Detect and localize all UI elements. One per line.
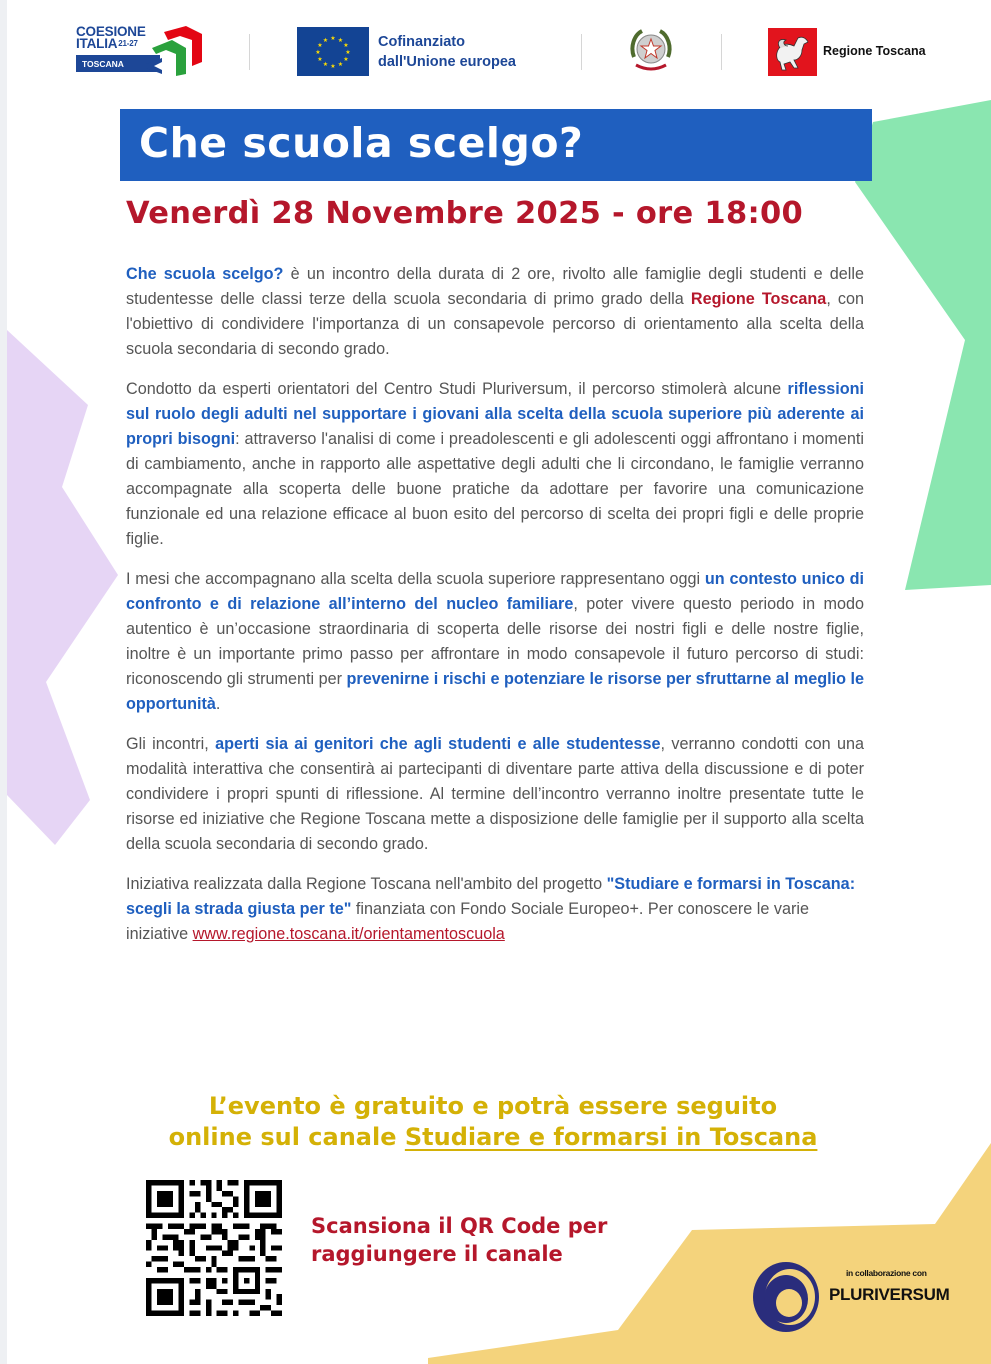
toscana-bar: TOSCANA — [76, 55, 160, 72]
free-event-cta: L’evento è gratuito e potrà essere seguito online sul canale Studiare e formarsi in Toscana — [168, 1092, 818, 1151]
event-description — [126, 262, 864, 962]
paragraph-format: Gli incontri, aperti sia ai genitori che agli studenti e alle studentesse, verranno condotti con una modalità interattiva che consentirà ai partecipanti di diventare parte attiva della discussione e di poter condividere i propri spunti di riflessione. Al termine dell’incontro verranno inoltre presentate tutte le risorse ed iniziative che Regione Toscana mette a disposizione delle famiglie per il supporto alla scelta della scuola secondaria di secondo grado. — [126, 735, 864, 853]
title-banner — [120, 109, 872, 181]
svg-text:★: ★ — [317, 42, 323, 49]
svg-text:★: ★ — [330, 35, 336, 42]
purple-shape — [7, 330, 118, 845]
svg-text:★: ★ — [330, 63, 336, 70]
channel-link[interactable]: Studiare e formarsi in Toscana — [404, 1123, 818, 1151]
svg-text:★: ★ — [317, 56, 323, 63]
svg-text:★: ★ — [343, 56, 349, 63]
svg-text:★: ★ — [315, 49, 321, 56]
page-title: Che scuola scelgo? — [139, 119, 584, 167]
paragraph-funding: Iniziativa realizzata dalla Regione Toscana nell'ambito del progetto "Studiare e formarsi in Toscana: scegli la strada giusta per te" finanziata con Fondo Sociale Europeo+. Per conoscere le varie iniziative www.regione.toscana.it/orientamentoscuola — [126, 875, 856, 943]
green-shape — [855, 100, 991, 590]
pegasus-icon — [768, 28, 817, 76]
eu-flag-icon — [297, 27, 369, 76]
svg-text:★: ★ — [337, 61, 344, 68]
logo-divider — [249, 34, 250, 70]
pluriversum-circle-icon — [752, 1259, 822, 1334]
italian-republic-emblem-icon — [628, 27, 674, 75]
event-date: Venerdì 28 Novembre 2025 - ore 18:00 — [126, 196, 804, 231]
eu-text: Cofinanziato dall'Unione europea — [378, 34, 516, 70]
svg-text:★: ★ — [322, 61, 329, 68]
pluriversum-logo: in collaborazione con PLURIVERSUM — [752, 1259, 972, 1334]
svg-text:★: ★ — [345, 49, 351, 56]
coesione-italia-logo — [76, 26, 206, 76]
paragraph-intro: Che scuola scelgo? è un incontro della durata di 2 ore, rivolto alle famiglie degli studenti e delle studentesse delle classi terze della scuola secondaria di primo grado della Regione Toscana, con l'obiettivo di condividere l'importanza di un consapevole percorso di orientamento alla scelta della scuola secondaria di secondo grado. — [126, 265, 865, 358]
tricolor-chevron-icon — [146, 26, 202, 76]
svg-text:★: ★ — [322, 37, 329, 44]
coesione-wordmark: COESIONE ITALIA$^{21-27}$ — [76, 24, 146, 51]
paragraph-method: Condotto da esperti orientatori del Centro Studi Pluriversum, il percorso stimolerà alcune riflessioni sul ruolo degli adulti nel supportare i giovani alla scelta della scuola superiore più aderente ai propri bisogni: attraverso l'analisi di come i preadolescenti e gli adolescenti oggi affrontano i momenti di cambiamento, anche in rapporto alle aspettative degli adulti che li circondano, le famiglie verranno accompagnate alla scoperta delle buone pratiche da adottare per favorire una comunicazione funzionale ed una relazione efficace al buon esito del percorso di scelta dei propri figli e delle proprie figlie. — [126, 380, 864, 548]
logo-divider — [581, 34, 582, 70]
svg-text:★: ★ — [337, 37, 344, 44]
orientamento-link[interactable]: www.regione.toscana.it/orientamentoscuola — [192, 925, 505, 943]
logo-divider — [721, 34, 722, 70]
qr-code-icon[interactable] — [146, 1180, 282, 1316]
qr-caption: Scansiona il QR Code per raggiungere il canale — [311, 1214, 608, 1266]
svg-text:★: ★ — [343, 42, 349, 49]
paragraph-context: I mesi che accompagnano alla scelta della scuola superiore rappresentano oggi un contesto unico di confronto e di relazione all’interno del nucleo familiare, poter vivere questo periodo in modo autentico è un’occasione straordinaria di scoperta delle risorse dei nostri figli e delle nostre figlie, inoltre è un importante primo passo per affrontare in modo consapevole il futuro percorso di studi: riconoscendo gli strumenti per prevenirne i rischi e potenziare le risorse per sfruttarne al meglio le opportunità. — [126, 570, 864, 713]
header-logos: COESIONE ITALIA$^{21-27}$ TOSCANA ★ ★ ★ ★ ★ ★ ★ ★ ★ ★ ★ ★ Cofinanziato dall'Unione europea Regione Toscana — [0, 0, 991, 90]
